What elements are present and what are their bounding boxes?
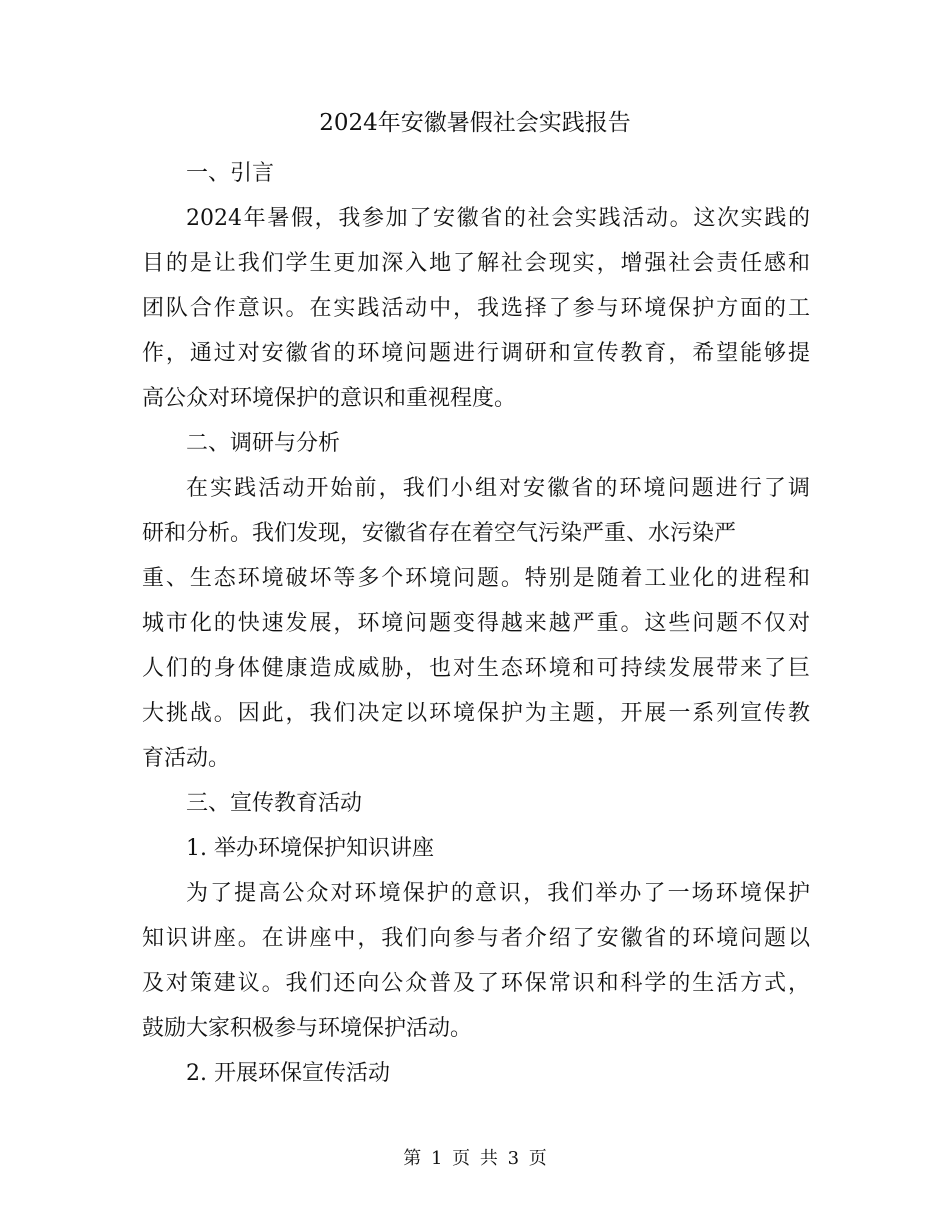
paragraph-line: 2024年暑假，我参加了安徽省的社会实践活动。这次实践的 [186, 206, 810, 231]
paragraph-line: 人们的身体健康造成威胁，也对生态环境和可持续发展带来了巨 [142, 656, 810, 681]
paragraph-line: 2. 开展环保宣传活动 [186, 1061, 390, 1086]
document-title: 2024年安徽暑假社会实践报告 [319, 110, 631, 136]
paragraph-line: 二、调研与分析 [186, 431, 341, 456]
paragraph-line: 高公众对环境保护的意识和重视程度。 [142, 386, 517, 411]
document-body [142, 151, 810, 1096]
page-footer: 第 1 页 共 3 页 [403, 1148, 547, 1169]
paragraph-line: 团队合作意识。在实践活动中，我选择了参与环境保护方面的工 [142, 296, 810, 321]
paragraph-line: 目的是让我们学生更加深入地了解社会现实，增强社会责任感和 [142, 251, 810, 276]
paragraph-line: 三、宣传教育活动 [186, 791, 363, 816]
paragraph-line: 城市化的快速发展，环境问题变得越来越严重。这些问题不仅对 [142, 611, 810, 636]
paragraph-line: 研和分析。我们发现，安徽省存在着空气污染严重、水污染严 [142, 521, 737, 546]
paragraph-line: 一、引言 [186, 161, 275, 186]
paragraph-line: 1. 举办环境保护知识讲座 [186, 836, 434, 861]
paragraph-line: 作，通过对安徽省的环境问题进行调研和宣传教育，希望能够提 [142, 341, 810, 366]
paragraph-line: 重、生态环境破坏等多个环境问题。特别是随着工业化的进程和 [142, 566, 810, 591]
paragraph-line: 知识讲座。在讲座中，我们向参与者介绍了安徽省的环境问题以 [142, 926, 810, 951]
paragraph-line: 在实践活动开始前，我们小组对安徽省的环境问题进行了调 [186, 476, 810, 501]
paragraph-line: 育活动。 [142, 746, 231, 771]
paragraph-line: 鼓励大家积极参与环境保护活动。 [142, 1016, 473, 1041]
paragraph-line: 为了提高公众对环境保护的意识，我们举办了一场环境保护 [186, 881, 810, 906]
paragraph-line: 大挑战。因此，我们决定以环境保护为主题，开展一系列宣传教 [142, 701, 810, 726]
paragraph-line: 及对策建议。我们还向公众普及了环保常识和科学的生活方式， [142, 971, 810, 996]
